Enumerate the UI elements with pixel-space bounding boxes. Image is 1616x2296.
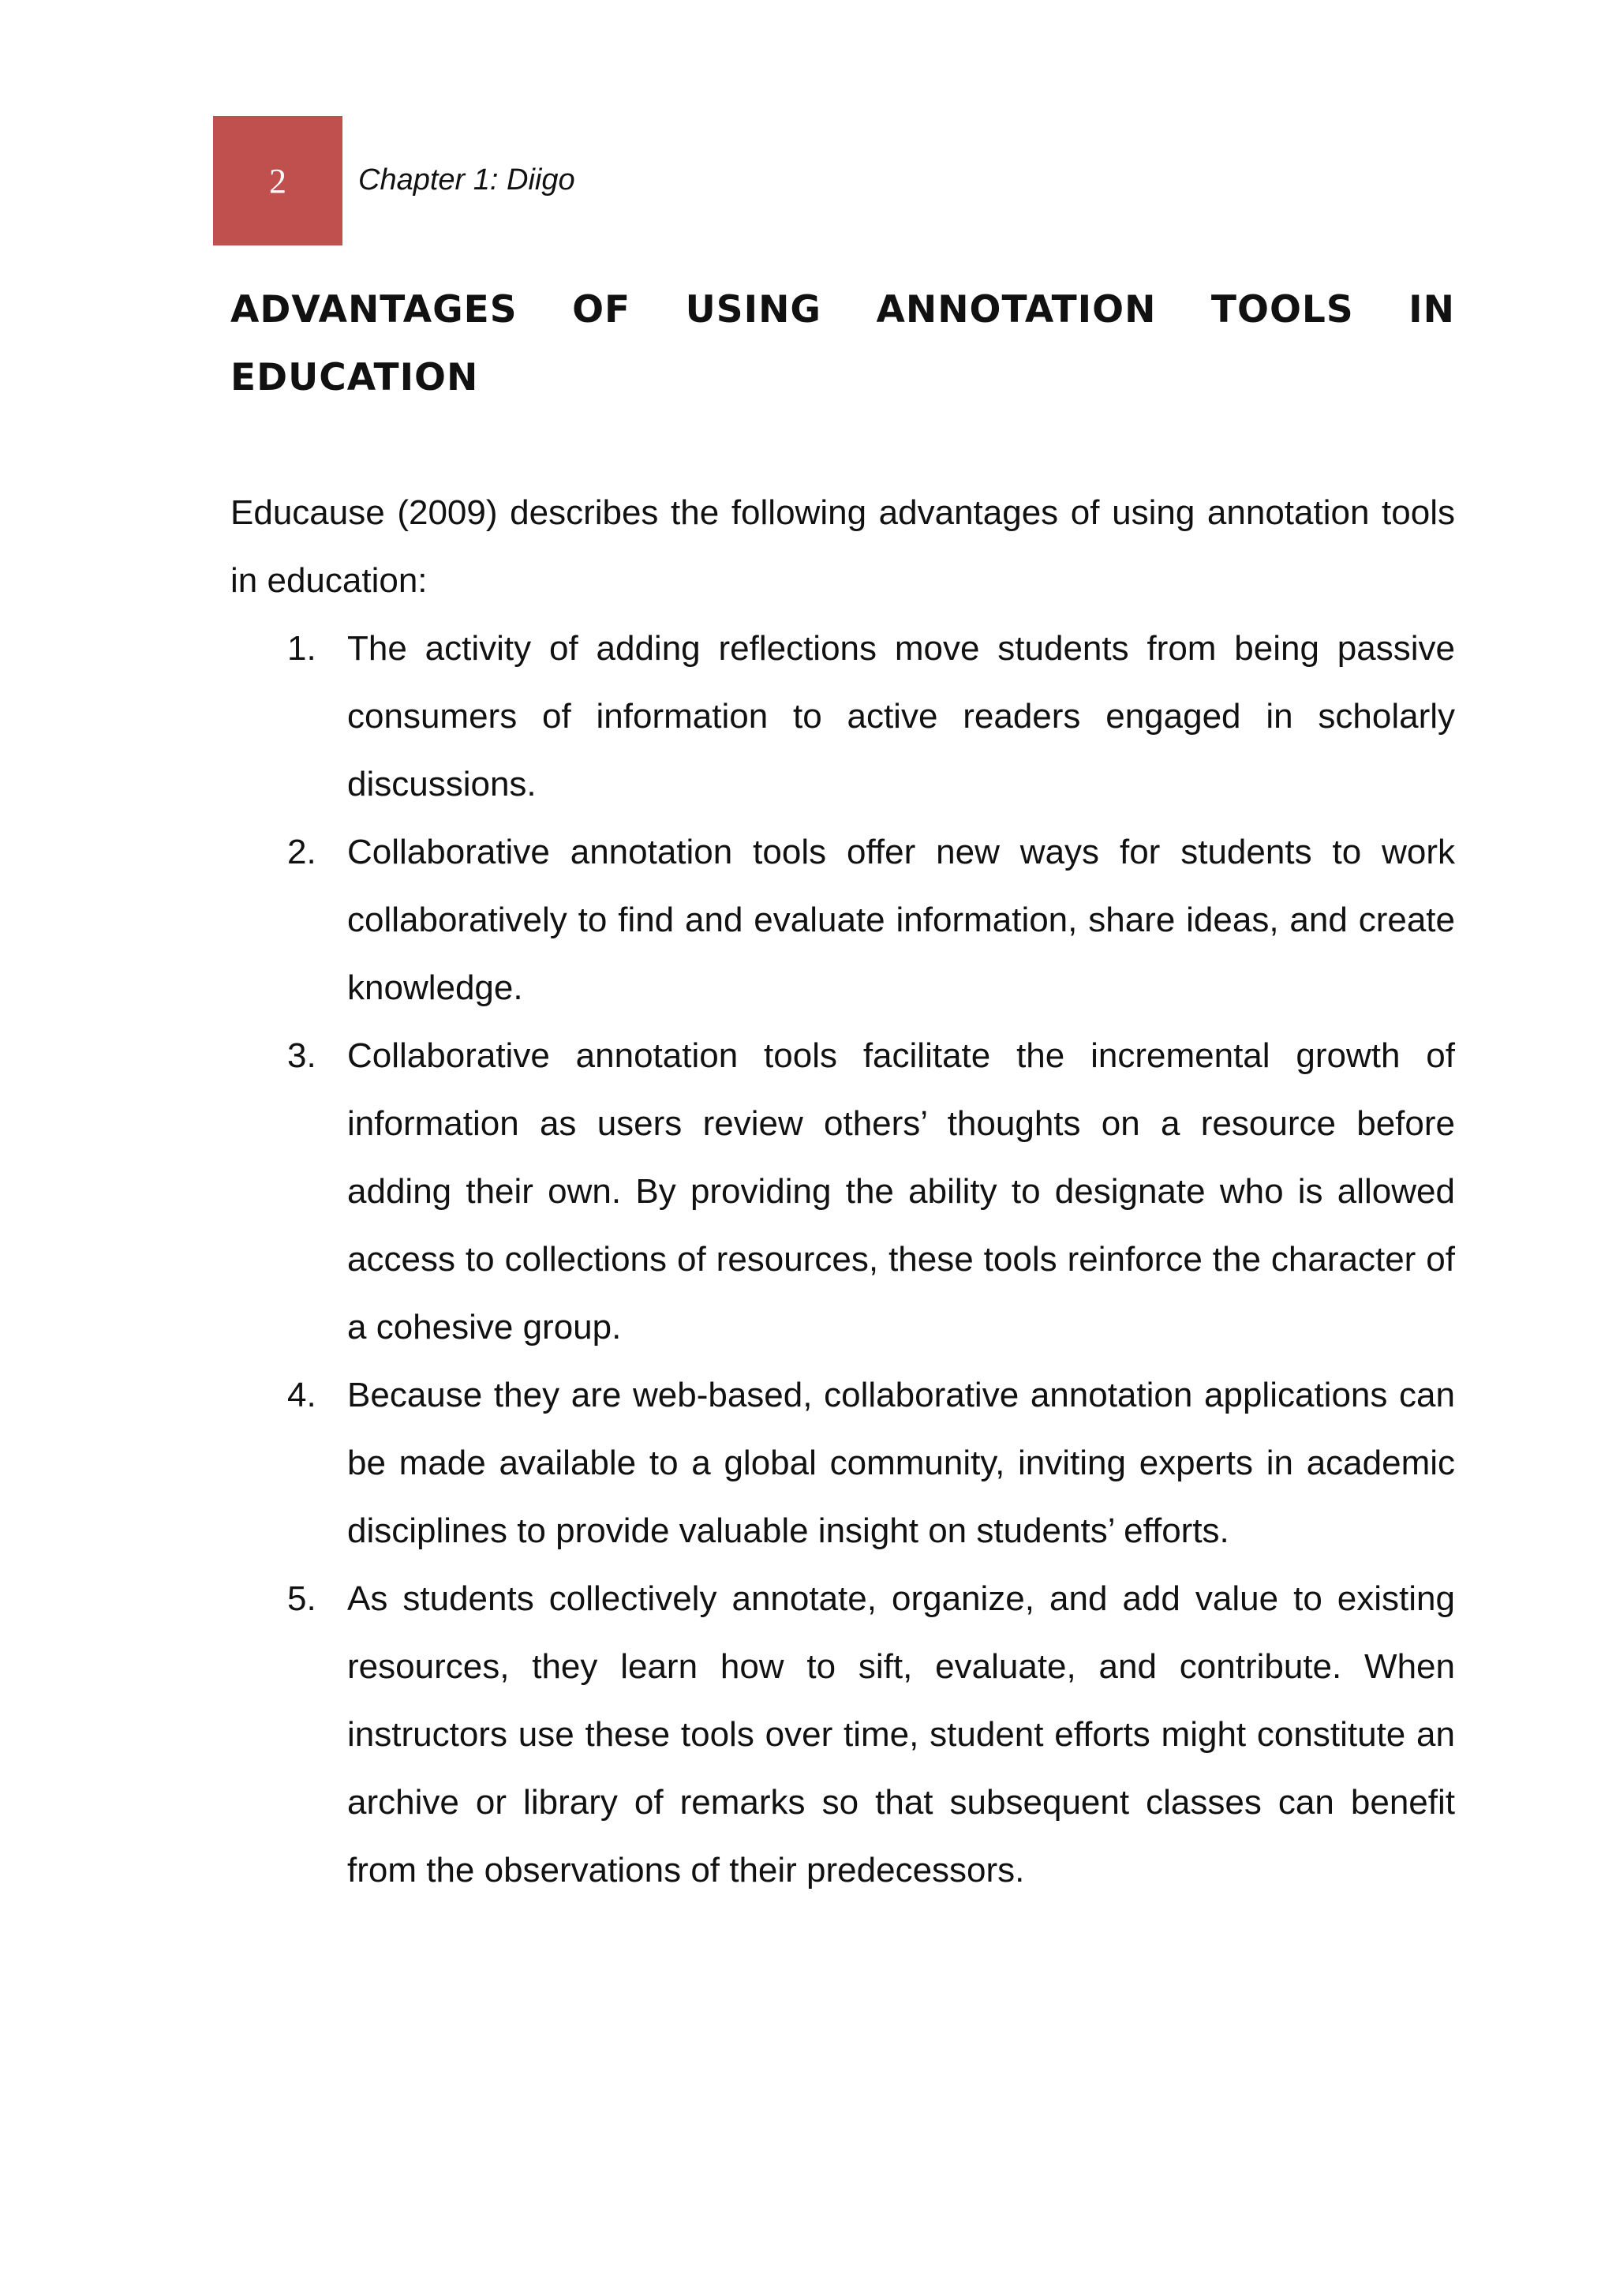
- list-item-number: 2.: [287, 833, 316, 871]
- list-item-text: As students collectively annotate, organize, and add value to existing resources, they learn how to sift, evaluate, and contribute. When instructors use these tools over time, student efforts might constitute an archive or library of remarks so that subsequent classes can benefit from the observations of their predecessors.: [347, 1579, 1455, 1890]
- page-number: 2: [269, 161, 286, 200]
- list-item-text: Collaborative annotation tools offer new ways for students to work collaboratively to find and evaluate information, share ideas, and create knowledge.: [347, 833, 1455, 1007]
- list-item-number: 4.: [287, 1376, 316, 1414]
- advantages-list: [230, 615, 1455, 1905]
- section-heading-line-2: EDUCATION: [230, 356, 479, 399]
- section-heading: [230, 276, 1455, 412]
- list-item: [230, 1022, 1455, 1361]
- list-item-text: Because they are web-based, collaborative annotation applications can be made available to a global community, inviting experts in academic disciplines to provide valuable insight on students’ efforts.: [347, 1376, 1455, 1550]
- list-item-text: Collaborative annotation tools facilitate the incremental growth of information as users review others’ thoughts on a resource before adding their own. By providing the ability to designate who is allowed access to collections of resources, these tools reinforce the character of a cohesive group.: [347, 1036, 1455, 1347]
- list-item: [230, 818, 1455, 1022]
- list-item-number: 5.: [287, 1579, 316, 1618]
- chapter-running-header: Chapter 1: Diigo: [358, 163, 575, 197]
- list-item-number: 3.: [287, 1036, 316, 1075]
- section-heading-line-1: ADVANTAGES OF USING ANNOTATION TOOLS IN: [230, 288, 1455, 331]
- page-number-badge: [213, 116, 342, 245]
- list-item: [230, 615, 1455, 818]
- intro-paragraph: Educause (2009) describes the following advantages of using annotation tools in education:: [230, 493, 1455, 600]
- list-item: [230, 1565, 1455, 1905]
- list-item: [230, 1361, 1455, 1565]
- list-item-number: 1.: [287, 629, 316, 668]
- list-item-text: The activity of adding reflections move students from being passive consumers of information to active readers engaged in scholarly discussions.: [347, 629, 1455, 803]
